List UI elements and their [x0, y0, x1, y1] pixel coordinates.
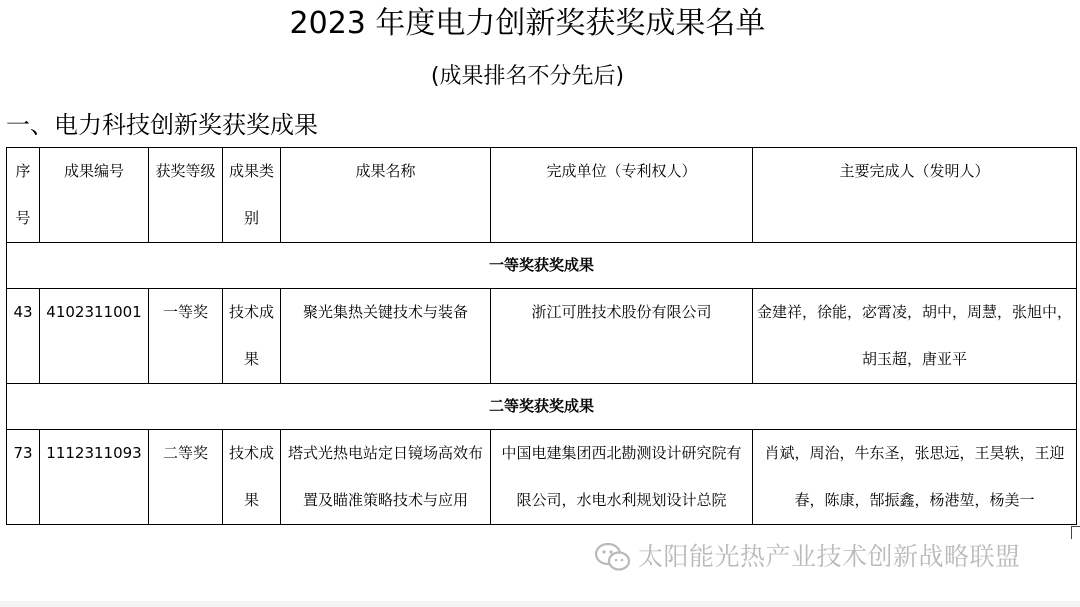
watermark-text: 太阳能光热产业技术创新战略联盟	[638, 542, 1021, 571]
cell-name: 塔式光热电站定日镜场高效布置及瞄准策略技术与应用	[281, 430, 491, 525]
document-subtitle: (成果排名不分先后)	[430, 64, 625, 89]
group-label: 一等奖获奖成果	[7, 243, 1077, 289]
header-level: 获奖等级	[149, 148, 223, 243]
header-people: 主要完成人（发明人）	[753, 148, 1077, 243]
watermark	[594, 539, 1021, 575]
header-name: 成果名称	[281, 148, 491, 243]
cell-unit: 中国电建集团西北勘测设计研究院有限公司，水电水利规划设计总院	[491, 430, 753, 525]
cell-people: 金建祥，徐能，宓霄凌，胡中，周慧，张旭中，胡玉超，唐亚平	[753, 289, 1077, 384]
cell-code: 4102311001	[40, 289, 149, 384]
section-heading: 一、电力科技创新奖获奖成果	[6, 111, 318, 139]
header-unit: 完成单位（专利权人）	[491, 148, 753, 243]
page-bottom-edge	[0, 601, 1080, 607]
group-label: 二等奖获奖成果	[7, 384, 1077, 430]
results-table	[6, 147, 1077, 525]
cell-code: 1112311093	[40, 430, 149, 525]
cell-level: 一等奖	[149, 289, 223, 384]
cell-no: 73	[7, 430, 40, 525]
cell-people: 肖斌，周治，牛东圣，张思远，王昊轶，王迎春，陈康，郜振鑫，杨港堃，杨美一	[753, 430, 1077, 525]
cell-unit: 浙江可胜技术股份有限公司	[491, 289, 753, 384]
wechat-icon	[594, 541, 632, 573]
cell-no: 43	[7, 289, 40, 384]
table-row	[7, 430, 1077, 525]
header-code: 成果编号	[40, 148, 149, 243]
table-header-row	[7, 148, 1077, 243]
cell-level: 二等奖	[149, 430, 223, 525]
header-no: 序号	[7, 148, 40, 243]
table-row	[7, 289, 1077, 384]
cell-category: 技术成果	[223, 430, 281, 525]
cell-name: 聚光集热关键技术与装备	[281, 289, 491, 384]
group-row-second-prize	[7, 384, 1077, 430]
group-row-first-prize	[7, 243, 1077, 289]
header-category: 成果类别	[223, 148, 281, 243]
cell-category: 技术成果	[223, 289, 281, 384]
page-corner-mark	[1071, 526, 1080, 539]
document-title: 2023 年度电力创新奖获奖成果名单	[289, 6, 766, 41]
